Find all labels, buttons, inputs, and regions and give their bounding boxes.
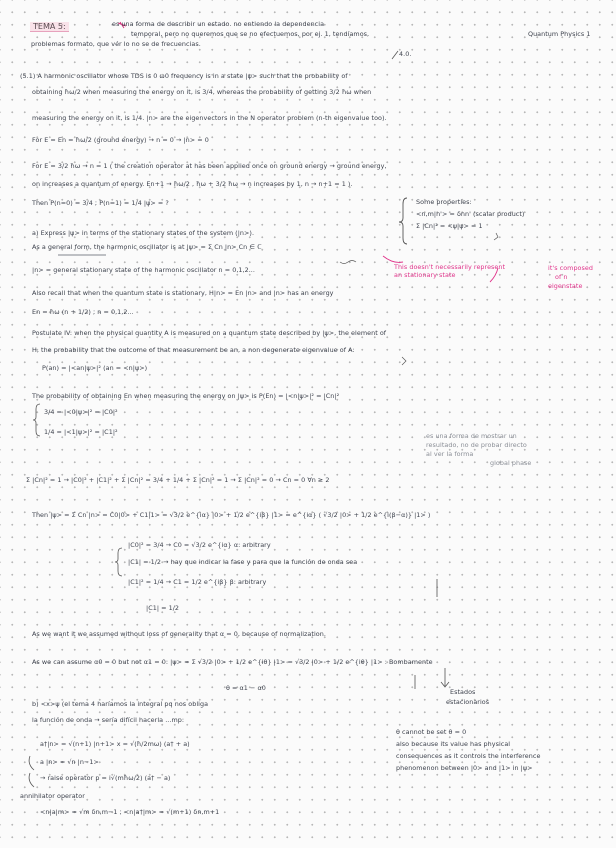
c0-equation: 3/4 = |<0|ψ>|² = |C0|² — [44, 408, 118, 416]
properties-scalar: <n,m|n'> = δnn' (scalar product) — [416, 210, 525, 218]
final-psi-line: As we can assume α0 = 0 but not α1 = 0: |ψ> = Σ √3/2 |0> + 1/2 e^{iθ} |1> = √3/2 |0> + 1/2 e^{iθ} |1> : Bombamente — [32, 658, 433, 666]
problem-statement-line-3: measuring the energy on it, is 1/4. |n> are the eigenvectors in the N operator problem (n-th eigenvalue too). — [32, 114, 387, 122]
gray-note-4: global phase — [490, 459, 532, 467]
stationary-recall-line: Also recall that when the quantum state is stationary, H|n> = En |n> and |n> has an energy — [32, 289, 334, 297]
part-b-line-2: la función de onda → sería difícil hacerla ...mp: — [32, 716, 185, 724]
quantum-increase-line: on increases a quantum of energy. En+1 → ħω/2 , ħω + 3/2 ħω → n increases by 1, n → n+1 = 1 ). — [32, 180, 353, 188]
topic-heading: TEMA 5: — [30, 22, 69, 32]
gray-note-1: es una forma de mostrar un — [426, 432, 517, 440]
part-a-line: a) Express |ψ> in terms of the stationary states of the system (|n>). — [32, 229, 255, 237]
problem-statement-line-2: obtaining ħω/2 when measuring the energy on it, is 3/4, whereas the probability of getting 3/2 ħω when — [32, 88, 372, 96]
pink-note-1: This doesn't necessarily represent — [394, 263, 506, 271]
phase-note-line: |C1| = 1/2 → hay que indicar la fase y para que la función de onda sea — [128, 558, 358, 566]
c1-value-line: |C1| = 1/2 — [146, 604, 180, 612]
course-note: Quantum Physics 1 — [528, 30, 591, 38]
annihilation-operator-line: a |n> = √n |n−1> — [40, 758, 99, 766]
probability-formula-line: P(an) = |<an|ψ>|² (an = <n|ψ>) — [42, 364, 148, 372]
postulate-line-2: H, the probability that the outcome of that measurement be an, a non degenerate eigenvalue of A: — [32, 346, 355, 354]
energy-probability-line: The probability of obtaining En when measuring the energy on |ψ> is P(En) = |<n|ψ>|² = |Cn|² — [32, 392, 340, 400]
assumption-line: As we want it we assumed without loss of generality that α = 0, because of normalization. — [32, 630, 326, 638]
gray-note-2: resultado, no de probar directo — [426, 441, 527, 449]
problem-statement-line-1: (5.1) A harmonic oscillator whose TDS is 0 ω0 frequency is in a state |ψ> such that the probability of — [20, 72, 348, 80]
ground-energy-line: For E = En = ħω/2 (ground energy) → n = 0 → |n> = 0 — [32, 136, 209, 144]
matrix-elements-line: <n|a|m> = √m δn,m−1 ; <n|a†|m> = √(m+1) δn,m+1 — [40, 808, 220, 816]
properties-title: Some properties: — [416, 198, 472, 206]
theta-note-4: phenomenon between |0> and |1> in |ψ> — [396, 764, 533, 772]
probabilities-line: Then P(n=0) = 3/4 ; P(n=1) = 1/4 |ψ> = ? — [32, 199, 169, 207]
pink-note-2: an stationary state — [394, 271, 456, 279]
normalization-line: Σ |Cn|² = 1 → |C0|² + |C1|² + Σ |Cn|² = 3/4 + 1/4 + Σ |Cn|² = 1 → Σ |Cn|² = 0 → Cn = 0 ∀n ≥ 2 — [26, 476, 330, 484]
first-excited-line: For E = 3/2 ħω → n = 1 ( the creation operator at has been applied once on ground energy → ground energy, — [32, 162, 387, 170]
raise-operator-line: → raise operator p = i√(mħω/2) (a† − a) — [40, 774, 171, 782]
psi-expansion-line: Then |ψ> = Σ Cn |n> = C0|0> + C1|1> = √3/2 e^{iα} |0> + 1/2 e^{iβ} |1> = e^{iα} ( √3/2 |0> + 1/2 e^{i(β−α)} |1> ) — [32, 511, 431, 519]
part-b-line-1: b) <x>ψ (el tema 4 haríamos la integral pq nos obliga — [32, 700, 209, 708]
postulate-line-1: Postulate IV: when the physical quantity A is measured on a quantum state described by |ψ>, the element of — [32, 329, 387, 337]
pink-note-5: eigenstate — [548, 282, 583, 290]
theta-note-2: also because its value has physical — [396, 740, 511, 748]
theta-note-3: consequences as it controls the interference — [396, 752, 541, 760]
properties-norm: Σ |Cn|² = <ψ|ψ> = 1 — [416, 222, 483, 230]
course-mark: 4.0. — [399, 50, 412, 58]
pink-note-4: of n — [555, 273, 568, 281]
intro-line-1: es una forma de describir un estado. no entiendo la dependencia — [112, 20, 325, 28]
c1-modulus-line: |C1|² = 1/4 → C1 = 1/2 e^{iβ} β: arbitrary — [128, 578, 267, 586]
annihilator-label: annihilator operator — [20, 792, 85, 800]
general-form-line: As a general form, the harmonic oscillator is at |ψ> = Σ Cn |n> Cn ∈ ℂ — [32, 243, 262, 251]
stationary-state-line: |n> = general stationary state of the harmonic oscillator n = 0,1,2... — [32, 266, 255, 274]
theta-definition: θ = α1 − α0 — [226, 684, 266, 692]
theta-note-1: θ cannot be set θ = 0 — [396, 728, 467, 736]
c0-modulus-line: |C0|² = 3/4 → C0 = √3/2 e^{iα} α: arbitrary — [128, 541, 271, 549]
gray-note-3: al ver la forma — [426, 450, 474, 458]
estacionarios-label: estacionarios — [446, 698, 490, 706]
energy-levels-line: En = ħω (n + 1/2) ; n = 0,1,2... — [32, 308, 134, 316]
intro-line-2: temporal, pero no queremos que se no efectuemos, por ej. 1, tendíamos, — [131, 30, 370, 38]
pink-note-3: it's composed — [548, 264, 593, 272]
c1-equation: 1/4 = |<1|ψ>|² = |C1|² — [44, 428, 118, 436]
estados-label: Estados — [450, 688, 476, 696]
creation-operator-line: a†|n> = √(n+1) |n+1> x = √(ħ/2mω) (a† + a) — [40, 740, 190, 748]
intro-line-3: problemas formato, que vér lo no se de frecuencias. — [31, 40, 201, 48]
